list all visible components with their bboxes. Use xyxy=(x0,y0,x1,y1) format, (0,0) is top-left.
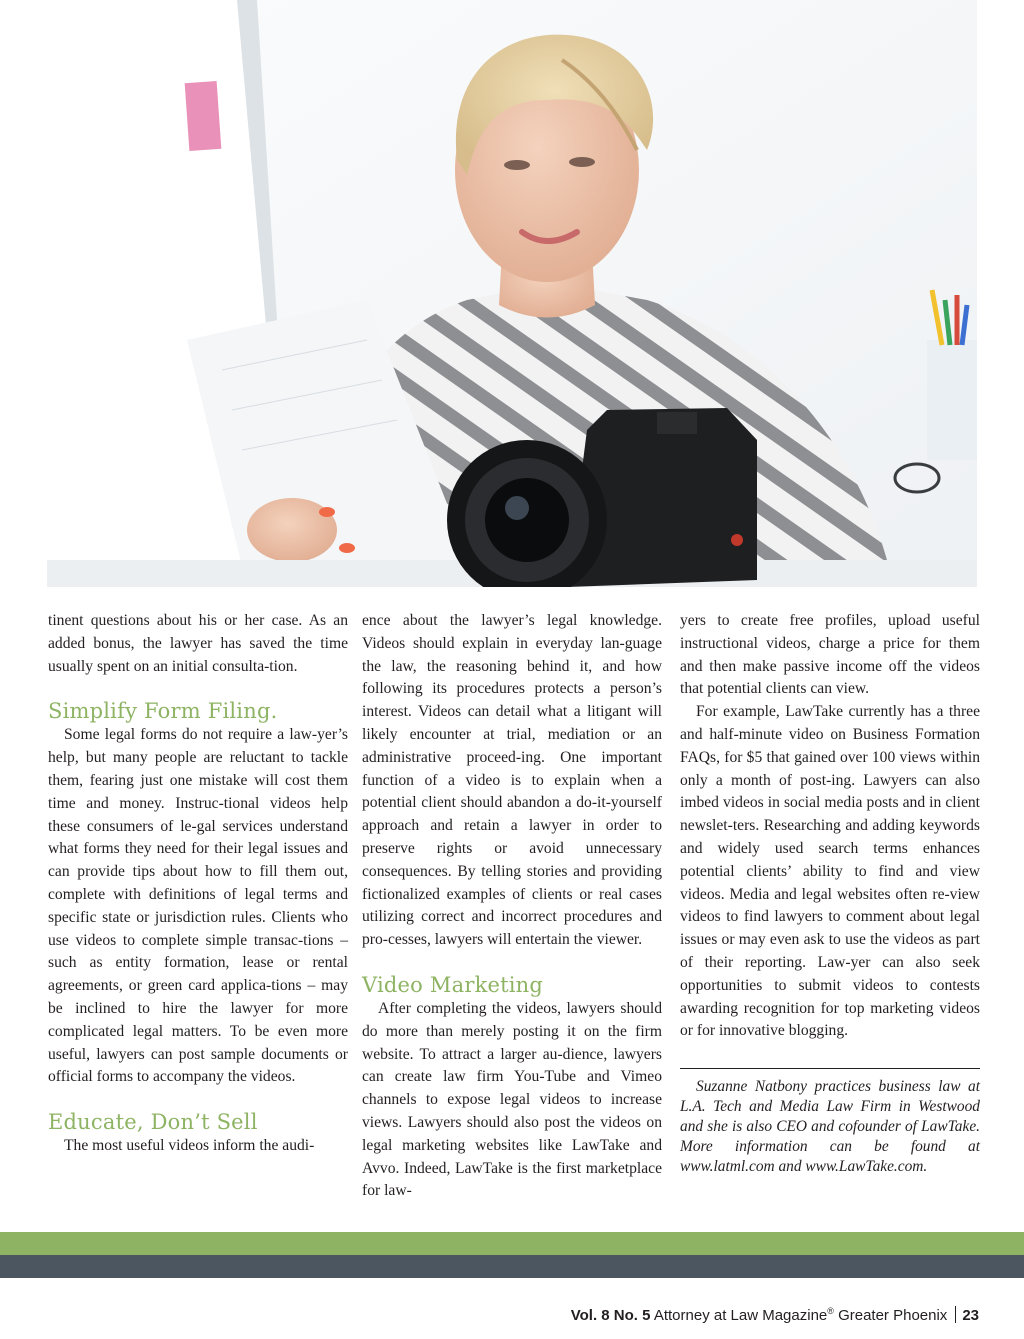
section-heading-educate-dont-sell: Educate, Don’t Sell xyxy=(48,1110,258,1135)
volume-issue: Vol. 8 No. 5 xyxy=(570,1307,651,1324)
footer-separator xyxy=(955,1306,956,1323)
author-bio: Suzanne Natbony practices business law at L.A. Tech and Media Law Firm in Westwood and she is also CEO and cofounder of LawTake. More information can be found at www.latml.com and www.LawTake.com. xyxy=(680,1078,980,1176)
page-number: 23 xyxy=(962,1307,979,1324)
paragraph: The most useful videos inform the audi- xyxy=(64,1137,315,1155)
footer-band-green xyxy=(0,1232,1024,1255)
section-heading-video-marketing: Video Marketing xyxy=(362,972,544,997)
paragraph: After completing the videos, lawyers should do more than merely posting it on the firm website. To attract a larger au-dience, lawyers can create law firm You-Tube and Vimeo channels to expose legal videos to increase views. Lawyers should also post the videos on legal marketing websites like LawTake and Avvo. Indeed, LawTake is the first marketplace for law- xyxy=(362,999,662,1200)
page-footer xyxy=(571,1306,979,1324)
registered-mark: ® xyxy=(827,1306,834,1316)
article-column-3 xyxy=(680,610,980,1177)
paragraph: For example, LawTake currently has a three and half-minute video on Business Formation FAQs, for $5 that gained over 100 views within only a month of post-ing. Lawyers can also imbed videos in social media posts and in client newslet-ters. Researching and adding keywords and widely used search terms enhances potential clients’ ability to find and view videos. Media and legal websites often re-view videos to find lawyers to comment about legal issues or may even ask to use the videos as part of their reporting. Law-yer can also seek opportunities to submit videos to contests awarding recognition for top marketing videos or for innovative blogging. xyxy=(680,703,980,1040)
paragraph: Some legal forms do not require a law-yer’s help, but many people are reluctant to tackle them, fearing just one mistake will cost them time and money. Instruc-tional videos help these consumers of le-gal services understand what forms they need for their legal issues and can provide tips about how to fill them out, complete with definitions of legal terms and specific state or jurisdiction rules. Clients who use videos to complete simple transac-tions – such as entity formation, lease or rental agreements, or green card applica-tions – may be inclined to hire the lawyer for more complicated legal matters. To be even more useful, lawyers can post sample documents or official forms to accompany the videos. xyxy=(48,726,348,1086)
paragraph: ence about the lawyer’s legal knowledge. Videos should explain in everyday lan-guage the law, the reasoning behind it, and how following its procedures protects a person’s interest. Videos can detail what a litigant will likely encounter at trial, mediation or an administrative proceed-ing. One important function of a video is to explain when a potential client should abandon a do-it-yourself approach and retain a lawyer in order to preserve rights or avoid unnecessary consequences. By telling stories and providing fictionalized examples of clients or real cases utilizing correct and incorrect procedures and pro-cesses, lawyers will entertain the viewer. xyxy=(362,612,662,949)
bio-divider xyxy=(680,1068,980,1069)
paragraph: yers to create free profiles, upload useful instructional videos, charge a price for them and then make passive income off the videos that potential clients can view. xyxy=(680,612,980,698)
article-column-2 xyxy=(362,610,662,1203)
edition-name: Greater Phoenix xyxy=(838,1307,948,1324)
magazine-name: Attorney at Law Magazine xyxy=(653,1307,828,1324)
footer-band-gray xyxy=(0,1255,1024,1278)
article-column-1 xyxy=(48,610,348,1158)
article-photo xyxy=(47,0,977,587)
paragraph: tinent questions about his or her case. As an added bonus, the lawyer has saved the time usually spent on an initial consulta-tion. xyxy=(48,612,348,675)
section-heading-simplify-form-filing: Simplify Form Filing. xyxy=(48,699,278,724)
woman-with-camera-photo xyxy=(47,0,977,587)
